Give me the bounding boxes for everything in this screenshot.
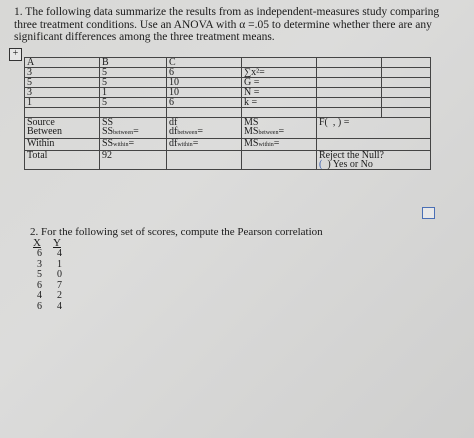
header-c: C bbox=[167, 58, 242, 68]
f-ratio-cell[interactable]: F( , ) = bbox=[317, 118, 431, 139]
data-cell: 6 bbox=[167, 98, 242, 108]
score-pair: 6 4 bbox=[37, 300, 62, 312]
data-cell: 10 bbox=[167, 78, 242, 88]
data-cell: 5 bbox=[100, 68, 167, 78]
df-within-cell[interactable]: dfwithin= bbox=[167, 139, 242, 151]
total-label: Total bbox=[25, 151, 100, 170]
data-cell: 1 bbox=[100, 88, 167, 98]
question-1-text: 1. The following data summarize the results from as independent-measures study comparing three treatment conditions. Use an ANOVA with α =.05 to determine whether there are any significant differences among the three treatment means. bbox=[14, 6, 440, 43]
source-between-cell: Source Between bbox=[25, 118, 100, 139]
header-b: B bbox=[100, 58, 167, 68]
ms-between-cell[interactable]: MS MSbetween= bbox=[242, 118, 317, 139]
answer-checkbox[interactable] bbox=[422, 207, 435, 219]
stat-sum-x2: ∑x²= bbox=[242, 68, 317, 78]
score-pair: 5 0 bbox=[37, 269, 62, 280]
data-cell: 5 bbox=[100, 98, 167, 108]
data-cell: 3 bbox=[25, 68, 100, 78]
reject-null-cell[interactable]: Reject the Null? ( ) Yes or No bbox=[317, 151, 431, 170]
data-cell: 1 bbox=[25, 98, 100, 108]
ss-within-cell[interactable]: SSwithin= bbox=[100, 139, 167, 151]
data-cell: 5 bbox=[25, 78, 100, 88]
xy-header: X Y bbox=[33, 237, 61, 249]
stat-n: N = bbox=[242, 88, 317, 98]
stat-k: k = bbox=[242, 98, 317, 108]
score-pair: 6 7 bbox=[37, 279, 62, 291]
score-pair: 4 2 bbox=[37, 290, 62, 301]
data-cell: 6 bbox=[167, 68, 242, 78]
question-2-text: 2. For the following set of scores, compute the Pearson correlation bbox=[30, 226, 323, 238]
within-label: Within bbox=[25, 139, 100, 151]
stat-g: G = bbox=[242, 78, 317, 88]
score-pairs bbox=[37, 249, 77, 312]
df-between-cell[interactable]: df dfbetween= bbox=[167, 118, 242, 139]
data-cell: 3 bbox=[25, 88, 100, 98]
ss-between-cell[interactable]: SS SSbetween= bbox=[100, 118, 167, 139]
ms-within-cell[interactable]: MSwithin= bbox=[242, 139, 317, 151]
data-cell: 10 bbox=[167, 88, 242, 98]
data-cell: 5 bbox=[100, 78, 167, 88]
anova-table bbox=[24, 57, 431, 170]
table-move-handle-icon[interactable]: + bbox=[9, 48, 22, 61]
score-pair: 3 1 bbox=[37, 258, 62, 270]
header-a: A bbox=[25, 58, 100, 68]
score-pair: 6 4 bbox=[37, 248, 62, 259]
total-ss: 92 bbox=[100, 151, 167, 170]
